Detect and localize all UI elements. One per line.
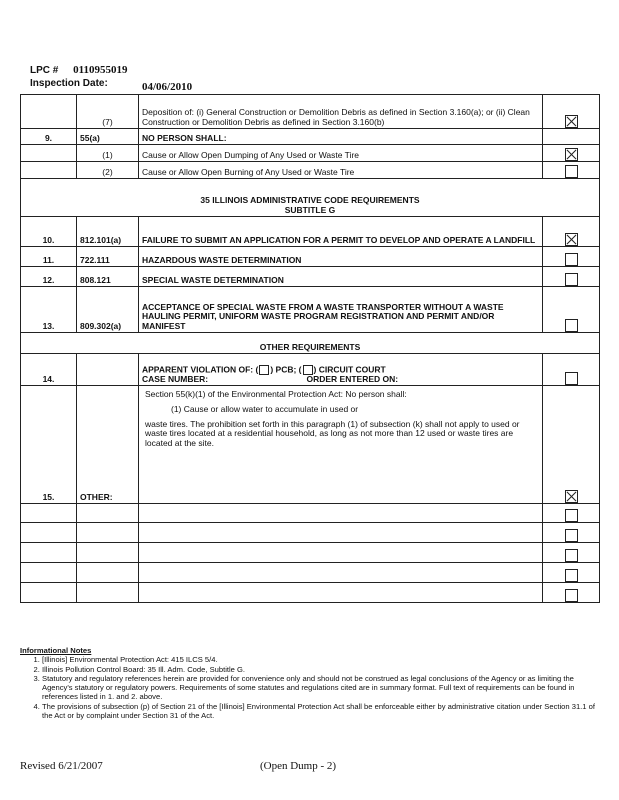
case-line: [142, 375, 539, 385]
note-item: 3. Statutory and regulatory references herein are provided for convenience only and should not be construed as legal conclusions of the Agency or as limiting the Agency's statutory or regulatory powers. Requirements of some statutes and regulations cited are in summary format. Full text of requirements can be found in references listed in 1. and 2. above.: [42, 674, 600, 702]
row-section: 722.111: [77, 247, 139, 267]
section-title-line2: SUBTITLE G: [284, 205, 336, 216]
row-number: 13.: [21, 287, 77, 333]
violation-line: APPARENT VIOLATION OF: ( ) PCB; ( ) CIRCUIT COURT: [142, 364, 386, 375]
table-row: [21, 287, 600, 333]
section-title: OTHER REQUIREMENTS: [21, 333, 600, 354]
section-title-line1: 35 ILLINOIS ADMINISTRATIVE CODE REQUIREMENTS: [200, 195, 420, 206]
row-section: OTHER:: [77, 386, 139, 504]
page-label: (Open Dump - 2): [260, 760, 337, 772]
table-row: [21, 247, 600, 267]
row-text: Deposition of: (i) General Construction or Demolition Debris as defined in Section 3.160(a); or (ii) Clean Construction or Demolition Debris as defined in Section 3.160(b): [139, 95, 543, 129]
note-item: 1. [Illinois] Environmental Protection Act: 415 ILCS 5/4.: [42, 655, 600, 664]
checkbox-12[interactable]: [565, 273, 578, 286]
order-entered-label: ORDER ENTERED ON:: [306, 374, 399, 385]
blank-row: [21, 583, 600, 603]
pcb-checkbox[interactable]: [259, 365, 269, 375]
row-section: 808.121: [77, 267, 139, 287]
lpc-number: 0110955019: [73, 64, 128, 76]
checkbox-blank[interactable]: [565, 569, 578, 582]
row-number: 11.: [21, 247, 77, 267]
checkbox-blank[interactable]: [565, 529, 578, 542]
table-row: [21, 217, 600, 247]
row-text: FAILURE TO SUBMIT AN APPLICATION FOR A PERMIT TO DEVELOP AND OPERATE A LANDFILL: [139, 217, 543, 247]
lpc-label: LPC #: [30, 65, 59, 76]
row-section: 809.302(a): [77, 287, 139, 333]
table-row: [21, 267, 600, 287]
blank-row: [21, 504, 600, 523]
blank-row: [21, 563, 600, 583]
case-number-label: CASE NUMBER:: [142, 374, 209, 385]
checkbox-7[interactable]: [565, 115, 578, 128]
row-text: HAZARDOUS WASTE DETERMINATION: [139, 247, 543, 267]
table-row: [21, 145, 600, 162]
checkbox-blank[interactable]: [565, 509, 578, 522]
table-row: [21, 354, 600, 386]
checkbox-9-1[interactable]: [565, 148, 578, 161]
revised-date: Revised 6/21/2007: [20, 760, 103, 772]
section-header-row: [21, 179, 600, 217]
checkbox-9-2[interactable]: [565, 165, 578, 178]
row-number: 15.: [21, 386, 77, 504]
row-section: 55(a): [77, 129, 139, 145]
row-sub: (7): [77, 95, 139, 129]
row-section: 812.101(a): [77, 217, 139, 247]
row-number: 9.: [21, 129, 77, 145]
checkbox-14[interactable]: [565, 372, 578, 385]
checkbox-blank[interactable]: [565, 549, 578, 562]
note-item: 2. Illinois Pollution Control Board: 35 Ill. Adm. Code, Subtitle G.: [42, 665, 600, 674]
inspection-date: 04/06/2010: [142, 81, 193, 93]
checkbox-10[interactable]: [565, 233, 578, 246]
row-text: SPECIAL WASTE DETERMINATION: [139, 267, 543, 287]
row-sub: (1): [77, 145, 139, 162]
checkbox-15[interactable]: [565, 490, 578, 503]
checkbox-blank[interactable]: [565, 589, 578, 602]
informational-notes: [20, 646, 600, 720]
row-text: ACCEPTANCE OF SPECIAL WASTE FROM A WASTE TRANSPORTER WITHOUT A WASTE HAULING PERMIT, UNIFORM WASTE PROGRAM REGISTRATION AND PERMIT AND/OR MANIFEST: [139, 287, 543, 333]
row-number: 12.: [21, 267, 77, 287]
notes-title: Informational Notes: [20, 646, 92, 655]
note-item: 4. The provisions of subsection (p) of Section 21 of the [Illinois] Environmental Protection Act shall be enforceable either by administrative citation under Section 31.1 of the Act or by complaint under Section 31 of the Act.: [42, 702, 600, 721]
inspection-label: Inspection Date:: [30, 78, 108, 89]
table-row: [21, 162, 600, 179]
row-text: Cause or Allow Open Burning of Any Used or Waste Tire: [139, 162, 543, 179]
checklist-table: [20, 94, 600, 603]
row-text: Cause or Allow Open Dumping of Any Used or Waste Tire: [139, 145, 543, 162]
blank-row: [21, 543, 600, 563]
checkbox-13[interactable]: [565, 319, 578, 332]
other-text: Section 55(k)(1) of the Environmental Protection Act: No person shall: (1) Cause or allow water to accumulate in used or waste tires. The prohibition set forth in this paragraph (1) of subsection (k) shall not apply to used or waste tires located at a residential household, as long as not more than 12 used or waste tires are located at the site.: [139, 386, 543, 504]
row-number: 10.: [21, 217, 77, 247]
section-header-row: [21, 333, 600, 354]
checkbox-11[interactable]: [565, 253, 578, 266]
table-row: [21, 95, 600, 129]
row-number: 14.: [21, 354, 77, 386]
row-text: NO PERSON SHALL:: [139, 129, 543, 145]
blank-row: [21, 523, 600, 543]
lpc-line: [30, 64, 128, 76]
table-row: [21, 386, 600, 504]
inspection-line: [30, 78, 193, 93]
table-row: [21, 129, 600, 145]
row-sub: (2): [77, 162, 139, 179]
